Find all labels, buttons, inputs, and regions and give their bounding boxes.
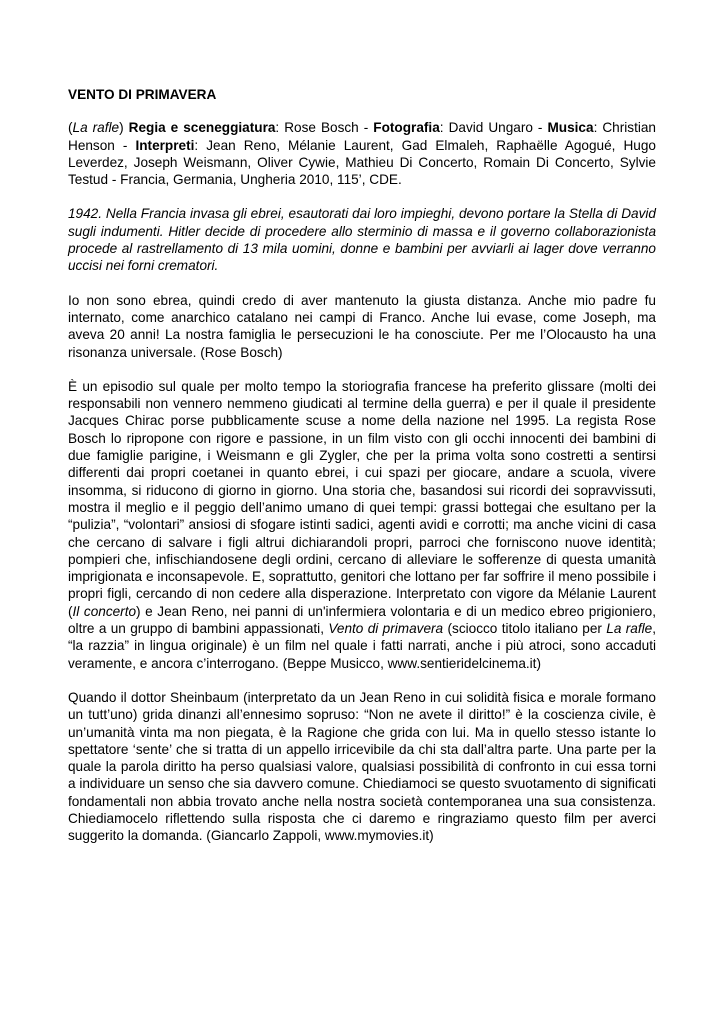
- regia-label: Regia e sceneggiatura: [128, 120, 276, 136]
- review-musicco-italic-3: La rafle: [606, 621, 653, 637]
- document-title: VENTO DI PRIMAVERA: [68, 87, 217, 102]
- musica-label: Musica: [547, 120, 594, 136]
- musica-value: Christian Henson: [68, 120, 656, 153]
- regia-value: Rose Bosch: [284, 120, 359, 136]
- review-musicco-italic-2: Vento di primavera: [328, 621, 444, 637]
- review-musicco-text-1: È un episodio sul quale per molto tempo la storiografia francese ha preferito glissare (molti dei responsabili non vennero nemmeno giudicati al termine della guerra) e per il quale il presidente Jacques Chirac porse pubblicamente scuse a nome della nazione nel 1995. La regista Rose Bosch lo ripropone con rigore e passione, in un film visto con gli occhi innocenti dei bambini di due famiglie parigine, i Weismann e gli Zygler, che per la prima volta sono costretti a sentirsi differenti dai propri coetanei in quanto ebrei, i cui spazi per giocare, andare a scuola, vivere insomma, si riducono di giorno in giorno. Una storia che, basandosi sui ricordi dei sopravvissuti, mostra il meglio e il peggio dell’animo umano di quei tempi: grassi bottegai che esultano per la “pulizia”, “volontari” ansiosi di sfogare istinti sadici, agenti avidi e corrotti; ma anche vicini di casa che cercano di salvare i figli altrui dichiarandoli propri, parroci che forniscono nuove identità; pompieri che, infischiandosene degli ordini, cercano di alleviare le sofferenze di questa umanità imprigionata e inconsapevole. E, soprattutto, genitori che lottano per far soffrire il meno possibile i propri figli, cercando di non cedere alla disperazione. Interpretato con vigore da Mélanie Laurent (: [68, 378, 656, 619]
- director-quote-paragraph: Io non sono ebrea, quindi credo di aver mantenuto la giusta distanza. Anche mio padre fu internato, come anarchico catalano nei campi di Franco. Anche lui evase, come Joseph, ma aveva 20 anni! La nostra famiglia le persecuzioni le ha conosciute. Per me l’Olocausto ha una risonanza universale. (Rose Bosch): [68, 292, 656, 360]
- fotografia-value: David Ungaro: [448, 120, 533, 136]
- credits-paragraph: (La rafle) Regia e sceneggiatura: Rose Bosch - Fotografia: David Ungaro - Musica: Christian Henson - Interpreti: Jean Reno, Mélanie Laurent, Gad Elmaleh, Raphaëlle Agogué, Hugo Leverdez, Joseph Weismann, Oliver Cywie, Mathieu Di Concerto, Romain Di Concerto, Sylvie Testud - Francia, Germania, Ungheria 2010, 115’, CDE.: [68, 120, 656, 188]
- interpreti-value: Jean Reno, Mélanie Laurent, Gad Elmaleh, Raphaëlle Agogué, Hugo Leverdez, Joseph Weismann, Oliver Cywie, Mathieu Di Concerto, Romain Di Concerto, Sylvie Testud: [68, 137, 656, 188]
- review-musicco-text-3: (sciocco titolo italiano per: [443, 621, 607, 637]
- film-details: Francia, Germania, Ungheria 2010, 115’, CDE.: [120, 172, 402, 188]
- synopsis-paragraph: 1942. Nella Francia invasa gli ebrei, esautorati dai loro impieghi, devono portare la Stella di David sugli indumenti. Hitler decide di procedere allo sterminio di massa e il governo collaborazionista procede al rastrellamento di 13 mila uomini, donne e bambini per avviarli ai lager dove verranno uccisi nei forni crematori.: [68, 206, 656, 274]
- review-musicco-paragraph: [68, 378, 656, 672]
- review-musicco-text-2: ) e Jean Reno, nei panni di un'infermiera volontaria e di un medico ebreo prigioniero, oltre a un gruppo di bambini appassionati,: [68, 603, 657, 637]
- interpreti-label: Interpreti: [135, 137, 195, 153]
- fotografia-label: Fotografia: [373, 120, 440, 136]
- review-musicco-text-4: , “la razzia” in lingua originale) è un film nel quale i fatti narrati, anche i più atroci, sono accaduti veramente, e ancora c’interrogano. (Beppe Musicco, www.sentieridelcinema.it): [68, 621, 656, 671]
- review-musicco-italic-1: Il concerto: [72, 603, 137, 619]
- original-title: La rafle: [72, 120, 120, 136]
- review-zappoli-paragraph: Quando il dottor Sheinbaum (interpretato da un Jean Reno in cui solidità fisica e morale formano un tutt’uno) grida dinanzi all’ennesimo sopruso: “Non ne avete il diritto!” è la coscienza civile, è un’umanità vinta ma non piegata, è la Ragione che grida con lui. Ma in quello stesso istante lo spettatore ‘sente’ che si tratta di un appello irricevibile da chi sta dall’altra parte. Una parte per la quale la parola diritto ha perso qualsiasi valore, qualsiasi possibilità di confronto in cui essa torni a individuare un senso che sia davvero comune. Chiediamoci se questo svuotamento di significati fondamentali non abbia trovato anche nella nostra società contemporanea una sua consistenza. Chiediamocelo riflettendo sulla risposta che ci daremo e ringraziamo questo film per averci suggerito la domanda. (Giancarlo Zappoli, www.mymovies.it): [68, 689, 656, 844]
- document-page: [68, 86, 656, 862]
